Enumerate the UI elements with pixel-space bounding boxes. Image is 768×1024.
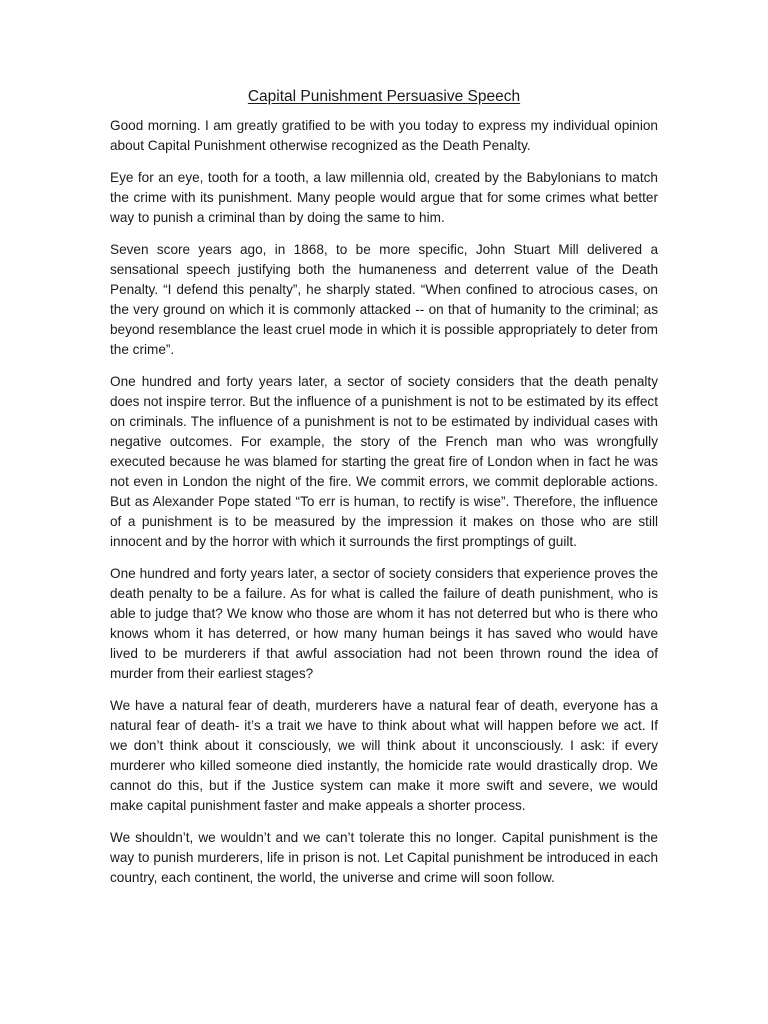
paragraph-failure: One hundred and forty years later, a sector of society considers that experience proves the death penalty to be a failure. As for what is called the failure of death punishment, who is able to judge that? We know who those are whom it has not deterred but who is there who knows whom it has deterred, or how many human beings it has saved who would have lived to be murderers if that awful association had not been thrown round the idea of murder from their earliest stages? (110, 566, 658, 681)
document-body (110, 116, 658, 900)
paragraph-eye-for-an-eye: Eye for an eye, tooth for a tooth, a law millennia old, created by the Babylonians to match the crime with its punishment. Many people would argue that for some crimes what better way to punish a criminal than by doing the same to him. (110, 170, 658, 225)
paragraph-intro: Good morning. I am greatly gratified to be with you today to express my individual opinion about Capital Punishment otherwise recognized as the Death Penalty. (110, 118, 658, 153)
paragraph-fear-of-death: We have a natural fear of death, murderers have a natural fear of death, everyone has a natural fear of death- it’s a trait we have to think about what will happen before we act. If we don’t think about it consciously, we will think about it unconsciously. I ask: if every murderer who killed someone died instantly, the homicide rate would drastically drop. We cannot do this, but if the Justice system can make it more swift and severe, we would make capital punishment faster and make appeals a shorter process. (110, 698, 658, 813)
paragraph-terror: One hundred and forty years later, a sector of society considers that the death penalty does not inspire terror. But the influence of a punishment is not to be estimated by its effect on criminals. The influence of a punishment is not to be estimated by individual cases with negative outcomes. For example, the story of the French man who was wrongfully executed because he was blamed for starting the great fire of London when in fact he was not even in London the night of the fire. We commit errors, we commit deplorable actions. But as Alexander Pope stated “To err is human, to rectify is wise”. Therefore, the influence of a punishment is to be measured by the impression it makes on those who are still innocent and by the horror with which it surrounds the first promptings of guilt. (110, 374, 658, 549)
paragraph-conclusion: We shouldn’t, we wouldn’t and we can’t tolerate this no longer. Capital punishment is the way to punish murderers, life in prison is not. Let Capital punishment be introduced in each country, each continent, the world, the universe and crime will soon follow. (110, 830, 658, 885)
paragraph-john-stuart-mill: Seven score years ago, in 1868, to be more specific, John Stuart Mill delivered a sensational speech justifying both the humaneness and deterrent value of the Death Penalty. “I defend this penalty”, he sharply stated. “When confined to atrocious cases, on the very ground on which it is commonly attacked -- on that of humanity to the criminal; as beyond resemblance the least cruel mode in which it is possible appropriately to deter from the crime”. (110, 242, 658, 357)
document-title: Capital Punishment Persuasive Speech (247, 88, 521, 105)
